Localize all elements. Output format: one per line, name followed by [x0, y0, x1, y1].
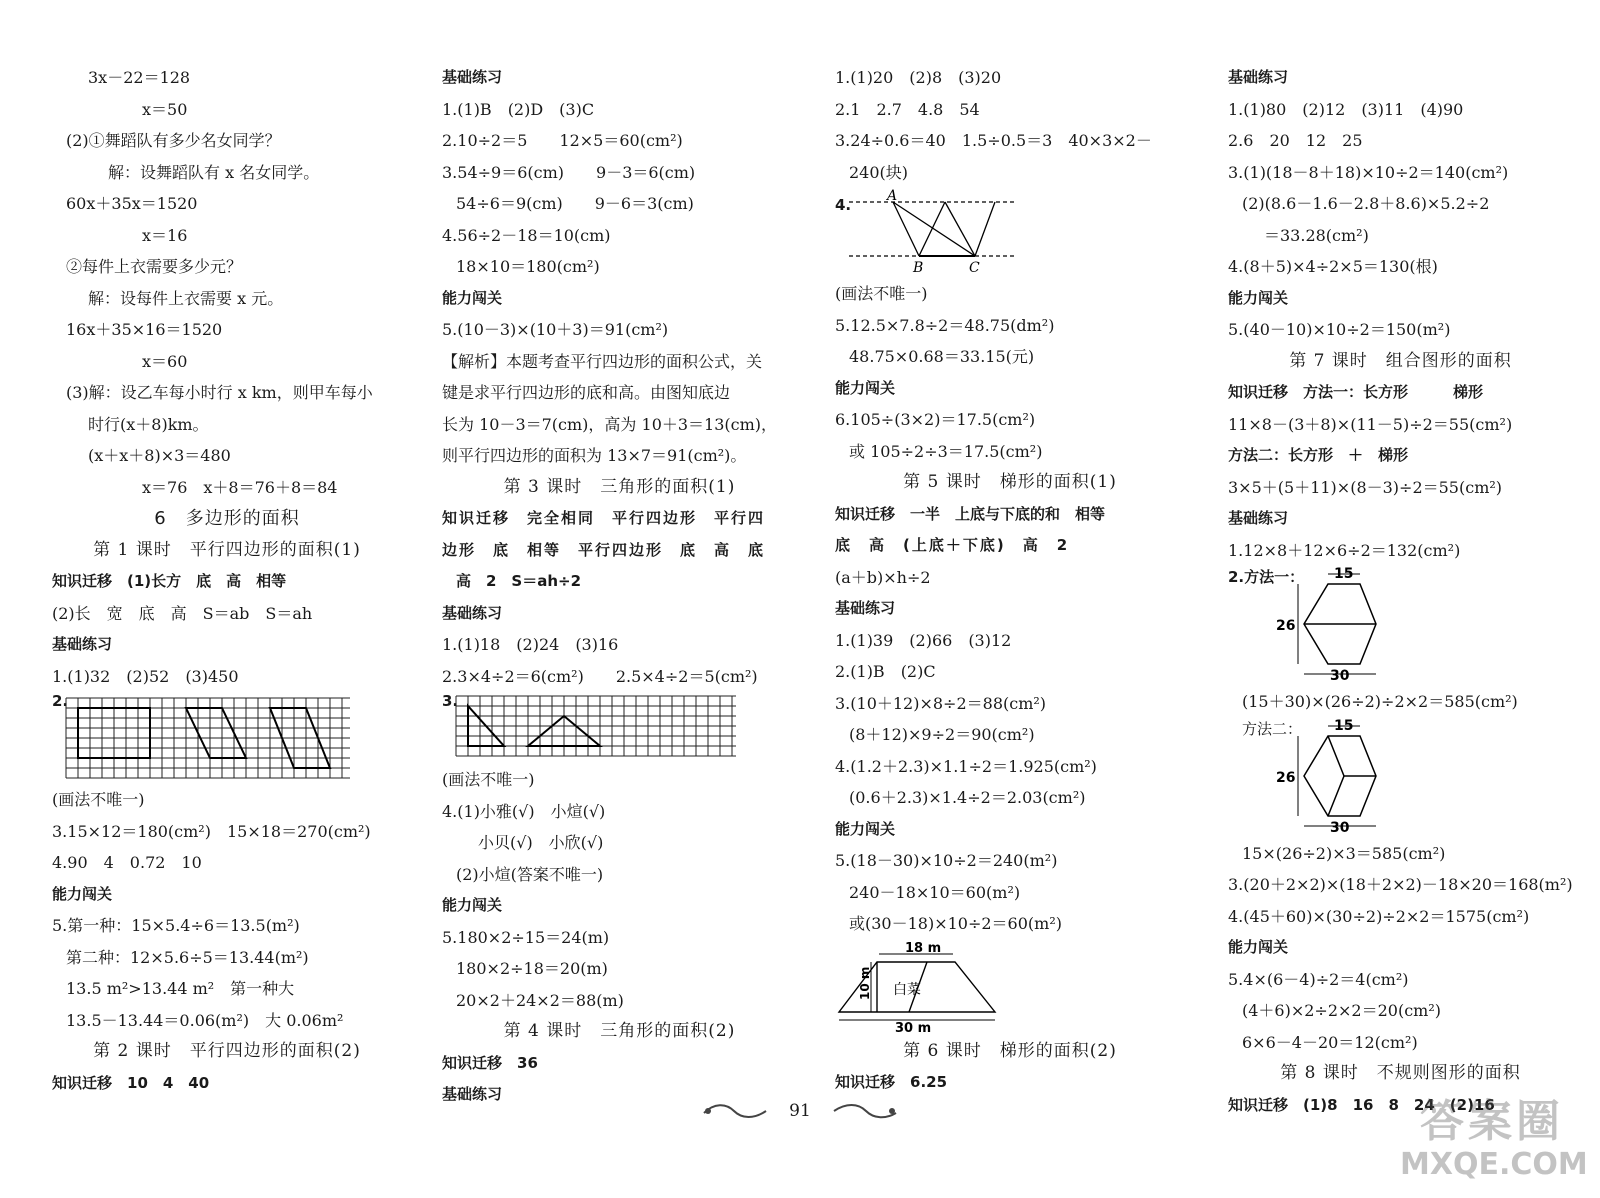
text-line: (a＋b)×h÷2 — [835, 567, 931, 587]
text-line: 3.(1)(18－8＋18)×10÷2＝140(cm²) — [1228, 162, 1509, 182]
triangle-drawing — [835, 188, 1035, 276]
answer-column-3 — [835, 62, 1185, 1099]
left-ornament-icon — [700, 1101, 770, 1121]
text-line: (x＋x＋8)×3＝480 — [88, 446, 231, 465]
section-heading: 知识迁移 (1)长方 底 高 相等 — [52, 572, 287, 590]
text-line: 2.10÷2＝5 12×5＝60(cm²) — [442, 131, 683, 150]
text-line: 180×2÷18＝20(m) — [456, 959, 608, 978]
text-line: 48.75×0.68＝33.15(元) — [849, 347, 1035, 366]
text-line: 240－18×10＝60(m²) — [849, 882, 1021, 902]
text-line: 2.6 20 12 25 — [1228, 131, 1363, 150]
text-line: 第二种：12×5.6÷5＝13.44(m²) — [66, 947, 309, 967]
trapezoid-field-figure — [835, 940, 1185, 1036]
text-line: 【解析】本题考查平行四边形的面积公式，关 — [442, 351, 763, 371]
lesson-title: 第 6 课时 梯形的面积(2) — [903, 1040, 1117, 1061]
text-line: 1.(1)20 (2)8 (3)20 — [835, 68, 1002, 87]
grid-figure-triangles — [442, 692, 797, 764]
text-line: 键是求平行四边形的底和高。由图知底边 — [442, 383, 731, 402]
text-line: 5.4×(6－4)÷2＝4(cm²) — [1228, 969, 1409, 989]
section-heading: 能力闯关 — [442, 288, 503, 307]
section-heading: 知识迁移 10 4 40 — [52, 1073, 210, 1092]
section-heading: 基础练习 — [442, 1085, 503, 1103]
text-line: 2.3×4÷2＝6(cm²) 2.5×4÷2＝5(cm²) — [442, 666, 758, 686]
bottom-width-label: 30 — [1330, 819, 1350, 836]
text-line: (2)长 宽 底 高 S＝ab S＝ah — [52, 603, 313, 623]
text-line: 3.24÷0.6＝40 1.5÷0.5＝3 40×3×2－ — [835, 131, 1152, 150]
text-line: 底 高 (上底＋下底) 高 2 — [835, 536, 1070, 554]
lesson-title: 第 8 课时 不规则图形的面积 — [1280, 1063, 1521, 1083]
text-line: x＝16 — [142, 225, 188, 245]
text-line: 5.12.5×7.8÷2＝48.75(dm²) — [835, 315, 1055, 335]
text-line: ②每件上衣需要多少元？ — [66, 257, 243, 276]
text-line: 或 105÷2÷3＝17.5(cm²) — [849, 441, 1043, 461]
trapezoid-drawing — [835, 940, 1035, 1034]
text-line: 1.(1)B (2)D (3)C — [442, 99, 595, 119]
text-line: 高 2 S＝ah÷2 — [456, 572, 582, 590]
text-line: (3)解：设乙车每小时行 x km，则甲车每小 — [66, 383, 373, 402]
text-line: 11×8－(3＋8)×(11－5)÷2＝55(cm²) — [1228, 414, 1513, 434]
figure-label: 3. — [442, 692, 459, 710]
text-line: 4.(45＋60)×(30÷2)÷2×2＝1575(cm²) — [1228, 906, 1530, 926]
text-line: 18×10＝180(cm²) — [456, 257, 600, 276]
cabbage-label: 白菜 — [893, 981, 921, 998]
top-length-label: 18 m — [905, 940, 942, 956]
figure-label: 2. — [52, 692, 69, 710]
section-heading: 基础练习 — [1228, 68, 1289, 86]
text-line: 16x＋35×16＝1520 — [66, 320, 223, 339]
text-line: 13.5－13.44＝0.06(m²) 大 0.06m² — [66, 1010, 344, 1030]
text-line: x＝76 x＋8＝76＋8＝84 — [142, 477, 338, 497]
text-line: (15＋30)×(26÷2)÷2×2＝585(cm²) — [1242, 692, 1518, 711]
text-line: (画法不唯一) — [835, 284, 928, 303]
text-line: 边形 底 相等 平行四边形 底 高 底 — [442, 540, 766, 559]
text-line: 60x＋35x＝1520 — [66, 194, 198, 213]
text-line: (2)①舞蹈队有多少名女同学？ — [66, 131, 281, 150]
text-line: 54÷6＝9(cm) 9－6＝3(cm) — [456, 194, 694, 213]
top-width-label: 15 — [1334, 566, 1354, 582]
bottom-length-label: 30 m — [895, 1020, 932, 1034]
section-heading: 知识迁移 方法一：长方形 梯形 — [1228, 383, 1484, 401]
section-heading: 基础练习 — [52, 635, 113, 653]
height-label: 26 — [1276, 618, 1296, 634]
section-heading: 知识迁移 一半 上底与下底的和 相等 — [835, 504, 1106, 523]
height-label: 10 m — [858, 966, 872, 1000]
text-line: x＝50 — [142, 99, 188, 119]
lesson-title: 第 3 课时 三角形的面积(1) — [503, 476, 736, 497]
answer-column-4 — [1228, 62, 1573, 1121]
text-line: 小贝(√) 小欣(√) — [478, 833, 604, 852]
watermark-url: MXQE.COM — [1400, 1147, 1588, 1182]
text-line: 5.180×2÷15＝24(m) — [442, 927, 610, 947]
text-line: 240(块) — [849, 162, 909, 182]
section-heading: 能力闯关 — [1228, 288, 1289, 307]
lesson-title: 第 2 课时 平行四边形的面积(2) — [93, 1041, 361, 1061]
text-line: 5.第一种：15×5.4÷6＝13.5(m²) — [52, 916, 300, 935]
watermark-logo — [1400, 1085, 1590, 1195]
section-heading: 能力闯关 — [52, 884, 113, 903]
height-label: 26 — [1276, 769, 1296, 786]
section-heading: 知识迁移 完全相同 平行四边形 平行四 — [442, 509, 766, 527]
text-line: 3.(10＋12)×8÷2＝88(cm²) — [835, 693, 1047, 713]
lesson-title: 第 4 课时 三角形的面积(2) — [503, 1021, 736, 1041]
right-ornament-icon — [830, 1101, 900, 1121]
page-footer — [0, 1100, 1600, 1121]
text-line: 1.(1)80 (2)12 (3)11 (4)90 — [1228, 99, 1464, 119]
lesson-title: 第 5 课时 梯形的面积(1) — [903, 472, 1117, 492]
section-heading: 基础练习 — [1228, 509, 1289, 527]
figure-label: 2.方法一： — [1228, 568, 1305, 586]
text-line: (4＋6)×2÷2×2＝20(cm²) — [1242, 1001, 1441, 1020]
section-heading: 能力闯关 — [1228, 938, 1289, 956]
text-line: 1.12×8＋12×6÷2＝132(cm²) — [1228, 540, 1461, 560]
text-line: 时行(x＋8)km。 — [88, 414, 209, 434]
text-line: 2.(1)B (2)C — [835, 662, 936, 681]
text-line: 20×2＋24×2＝88(m) — [456, 990, 624, 1010]
section-heading: 基础练习 — [442, 603, 503, 622]
answer-column-1 — [52, 62, 402, 1099]
text-line: (0.6＋2.3)×1.4÷2＝2.03(cm²) — [849, 788, 1086, 807]
text-line: 5.(18－30)×10÷2＝240(m²) — [835, 851, 1058, 870]
lesson-title: 第 1 课时 平行四边形的面积(1) — [93, 539, 361, 560]
section-heading: 知识迁移 (1)8 16 8 24 (2)16 — [1228, 1095, 1495, 1114]
text-line: 解：设每件上衣需要 x 元。 — [88, 288, 284, 308]
text-line: (8＋12)×9÷2＝90(cm²) — [849, 725, 1035, 744]
lesson-title: 第 7 课时 组合图形的面积 — [1289, 350, 1512, 371]
text-line: 15×(26÷2)×3＝585(cm²) — [1242, 843, 1446, 863]
grid-figure-parallelograms — [52, 692, 402, 784]
text-line: 4.(8＋5)×4÷2×5＝130(根) — [1228, 257, 1438, 276]
grid-drawing — [442, 692, 742, 762]
hexagon-figure-method-1 — [1228, 566, 1573, 686]
parallel-lines-figure — [835, 188, 1185, 278]
point-a-label: A — [887, 188, 898, 204]
text-line: 解：设舞蹈队有 x 名女同学。 — [108, 162, 320, 182]
point-c-label: C — [969, 260, 980, 276]
text-line: (画法不唯一) — [442, 770, 535, 789]
unit-title: 6 多边形的面积 — [154, 508, 300, 529]
section-heading: 能力闯关 — [442, 896, 503, 914]
hexagon-figure-method-2 — [1228, 718, 1573, 838]
text-line: x＝60 — [142, 351, 188, 371]
text-line: 4.(1.2＋2.3)×1.1÷2＝1.925(cm²) — [835, 756, 1097, 776]
text-line: (2)小煊(答案不唯一) — [456, 864, 604, 884]
bottom-width-label: 30 — [1330, 668, 1350, 684]
text-line: 1.(1)18 (2)24 (3)16 — [442, 635, 619, 654]
point-b-label: B — [913, 260, 924, 276]
section-heading: 知识迁移 6.25 — [835, 1073, 948, 1091]
text-line: 3.54÷9＝6(cm) 9－3＝6(cm) — [442, 162, 696, 182]
figure-label: 方法二： — [1242, 719, 1303, 738]
text-line: 6×6－4－20＝12(cm²) — [1242, 1032, 1418, 1052]
text-line: 1.(1)39 (2)66 (3)12 — [835, 630, 1012, 650]
text-line: (2)(8.6－1.6－2.8＋8.6)×5.2÷2 — [1242, 194, 1490, 213]
text-line: 3x－22＝128 — [88, 68, 191, 87]
text-line: 则平行四边形的面积为 13×7＝91(cm²)。 — [442, 446, 747, 465]
answer-column-2 — [442, 62, 797, 1111]
grid-drawing — [52, 692, 352, 782]
section-heading: 基础练习 — [442, 68, 503, 86]
section-heading: 基础练习 — [835, 599, 896, 617]
text-line: ＝33.28(cm²) — [1264, 225, 1369, 245]
text-line: 5.(10－3)×(10＋3)＝91(cm²) — [442, 320, 669, 339]
text-line: 4.90 4 0.72 10 — [52, 853, 202, 872]
text-line: (画法不唯一) — [52, 790, 145, 809]
section-heading: 能力闯关 — [835, 378, 896, 397]
figure-label: 4. — [835, 196, 852, 214]
text-line: 3.(20＋2×2)×(18＋2×2)－18×20＝168(m²) — [1228, 875, 1573, 894]
text-line: 方法二：长方形 ＋ 梯形 — [1228, 446, 1409, 464]
text-line: 3×5＋(5＋11)×(8－3)÷2＝55(cm²) — [1228, 477, 1503, 497]
text-line: 1.(1)32 (2)52 (3)450 — [52, 666, 239, 686]
text-line: 2.1 2.7 4.8 54 — [835, 99, 980, 119]
watermark-text: 答案圈 — [1420, 1096, 1564, 1147]
text-line: 4.56÷2－18＝10(cm) — [442, 225, 611, 245]
page-number: 91 — [789, 1100, 811, 1121]
text-line: 6.105÷(3×2)＝17.5(cm²) — [835, 410, 1036, 429]
text-line: 5.(40－10)×10÷2＝150(m²) — [1228, 320, 1451, 339]
text-line: 13.5 m²>13.44 m² 第一种大 — [66, 979, 295, 998]
section-heading: 知识迁移 36 — [442, 1053, 538, 1072]
text-line: 3.15×12＝180(cm²) 15×18＝270(cm²) — [52, 821, 371, 841]
top-width-label: 15 — [1334, 717, 1354, 734]
text-line: 4.(1)小雅(√) 小煊(√) — [442, 801, 606, 821]
section-heading: 能力闯关 — [835, 819, 896, 838]
text-line: 或(30－18)×10÷2＝60(m²) — [849, 914, 1062, 933]
text-line: 长为 10－3＝7(cm)，高为 10＋3＝13(cm)， — [442, 414, 778, 434]
